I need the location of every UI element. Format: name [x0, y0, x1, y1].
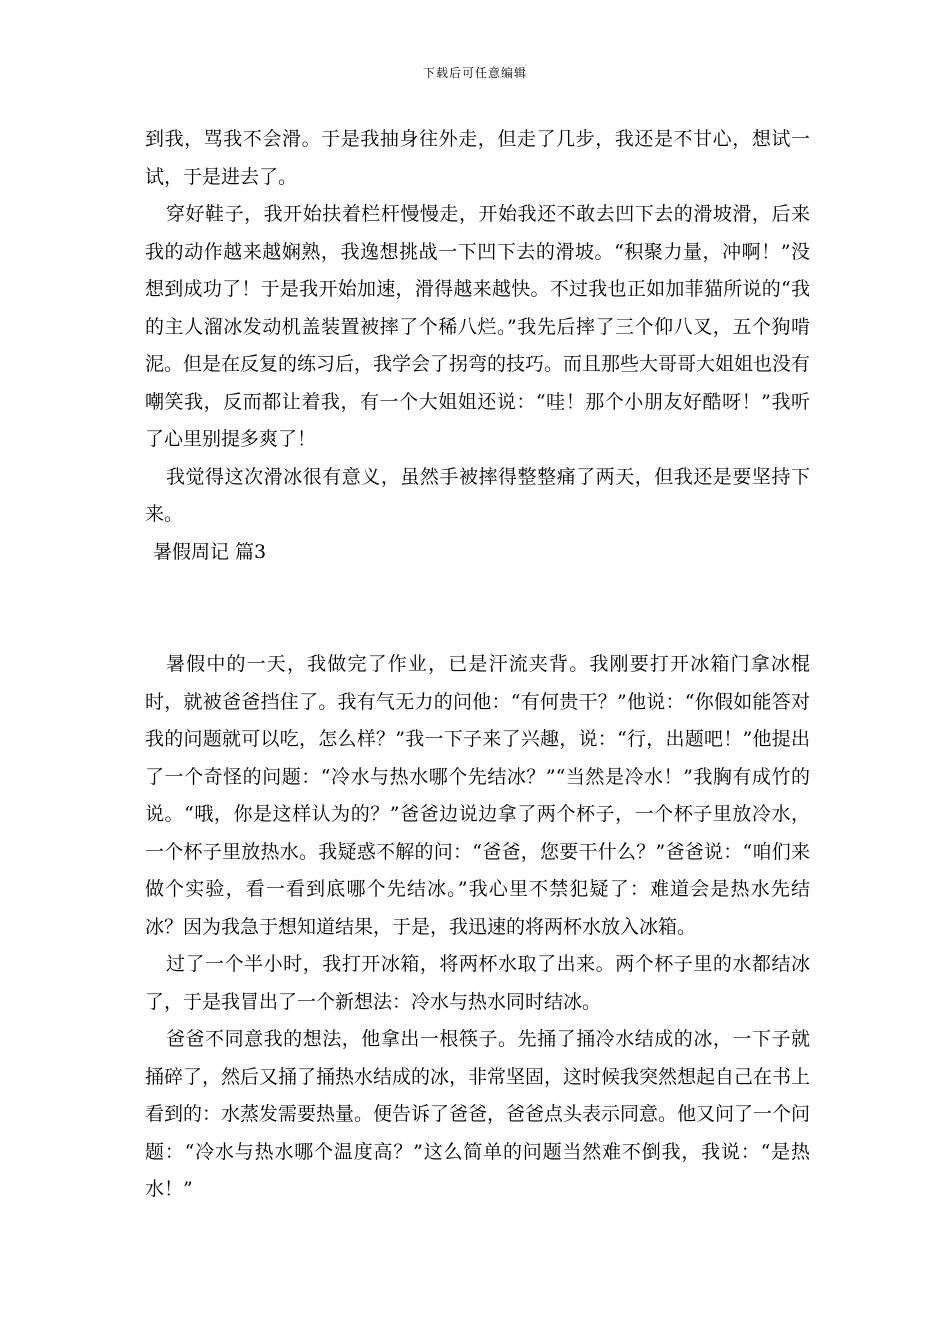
paragraph-6: 爸爸不同意我的想法，他拿出一根筷子。先捅了捅冷水结成的冰，一下子就捅碎了，然后又捅了捅热水结成的冰，非常坚固，这时候我突然想起自己在书上看到的：水蒸发需要热量。便告诉了爸爸，爸爸点头表示同意。他又问了一个问题：“冷水与热水哪个温度高？”这么简单的问题当然难不倒我，我说：“是热水！” [145, 1028, 811, 1200]
paragraph-5: 过了一个半小时，我打开冰箱，将两杯水取了出来。两个杯子里的水都结冰了，于是我冒出了一个新想法：冷水与热水同时结冰。 [145, 953, 810, 1013]
section-spacer [145, 571, 810, 646]
paragraph-3: 我觉得这次滑冰很有意义，虽然手被摔得整整痛了两天，但我还是要坚持下来。 [145, 465, 810, 525]
paragraph-2: 穿好鞋子，我开始扶着栏杆慢慢走，开始我还不敢去凹下去的滑坡滑，后来我的动作越来越娴熟，我逸想挑战一下凹下去的滑坡。“积聚力量，冲啊！”没想到成功了！于是我开始加速，滑得越来越快。不过我也正如加菲猫所说的“我的主人溜冰发动机盖装置被摔了个稀八烂。”我先后摔了三个仰八叉，五个狗啃泥。但是在反复的练习后，我学会了拐弯的技巧。而且那些大哥哥大姐姐也没有嘲笑我，反而都让着我，有一个大姐姐还说：“哇！那个小朋友好酷呀！”我听了心里别提多爽了！ [145, 203, 811, 450]
section-title: 暑假周记 篇3 [153, 540, 267, 563]
paragraph-1: 到我，骂我不会滑。于是我抽身往外走，但走了几步，我还是不甘心，想试一试，于是进去了。 [145, 128, 810, 188]
document-body [145, 121, 810, 1209]
paragraph-4: 暑假中的一天，我做完了作业，已是汗流夹背。我刚要打开冰箱门拿冰棍时，就被爸爸挡住了。我有气无力的问他：“有何贵干？”他说：“你假如能答对我的问题就可以吃，怎么样？”我一下子来了兴趣，说：“行，出题吧！”他提出了一个奇怪的问题：“冷水与热水哪个先结冰？”“当然是冷水！”我胸有成竹的说。“哦，你是这样认为的？”爸爸边说边拿了两个杯子，一个杯子里放冷水，一个杯子里放热水。我疑惑不解的问：“爸爸，您要干什么？”爸爸说：“咱们来做个实验，看一看到底哪个先结冰。”我心里不禁犯疑了：难道会是热水先结冰？因为我急于想知道结果，于是，我迅速的将两杯水放入冰箱。 [145, 653, 810, 938]
page-header: 下载后可任意编辑 [422, 66, 527, 80]
